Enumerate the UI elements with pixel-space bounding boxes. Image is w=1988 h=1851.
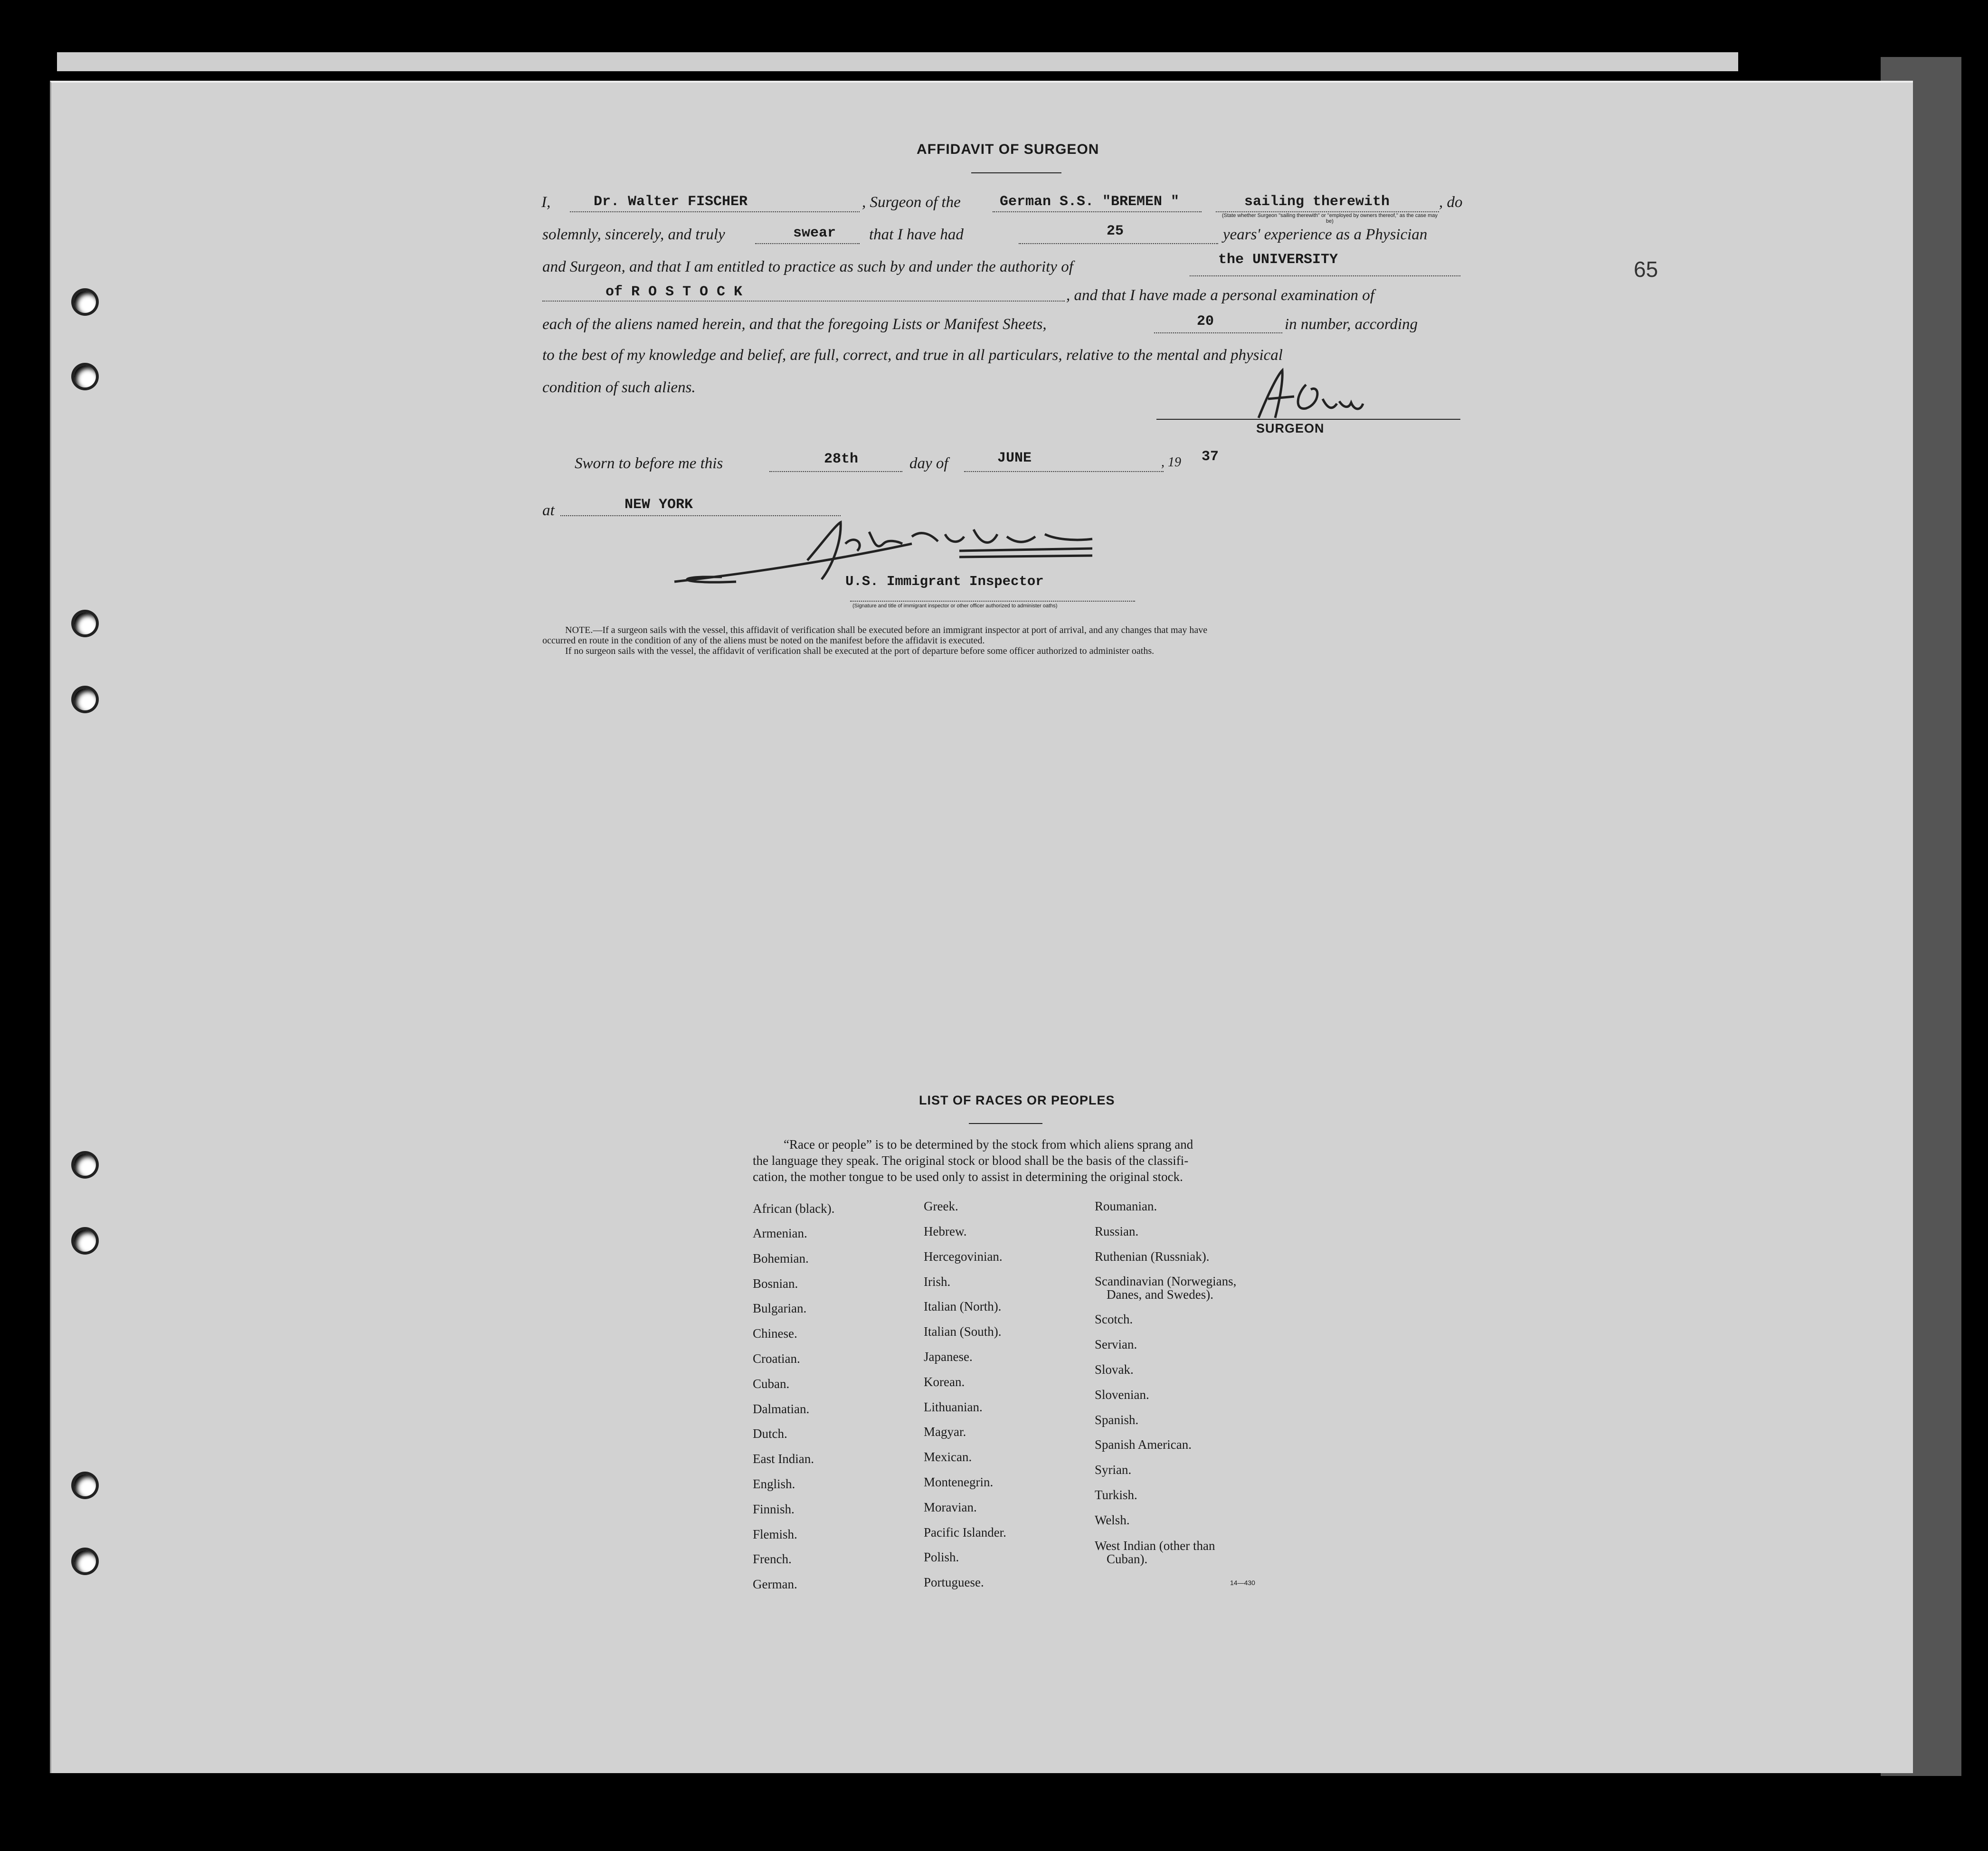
line7: condition of such aliens. [542,379,696,396]
race-item: Russian. [1095,1224,1139,1238]
vessel-name: German S.S. "BREMEN " [1000,194,1180,210]
line2-lead: solemnly, sincerely, and truly [542,226,725,243]
race-item: Pacific Islander. [924,1525,1006,1539]
inspector-fill-line [850,601,1135,602]
at-lead: at [542,502,555,519]
race-item: Scotch. [1095,1312,1133,1326]
sheets-fill-line [1154,332,1282,333]
inspector-title: U.S. Immigrant Inspector [845,574,1044,589]
back-sheet-edge [57,52,1738,71]
surgeon-name: Dr. Walter FISCHER [594,194,748,210]
status-note: (State whether Surgeon "sailing therewith" or "employed by owners thereof," as the case may be) [1221,213,1438,224]
note-line-2: occurred en route in the condition of any of the aliens must be noted on the manifest before the affidavit is executed. [542,635,985,646]
binder-hole [74,1230,96,1252]
line6: to the best of my knowledge and belief, are full, correct, and true in all particulars, relative to the mental and physical [542,347,1283,364]
race-item: Spanish. [1095,1413,1139,1427]
race-item: Syrian. [1095,1463,1132,1477]
race-item: Polish. [924,1550,959,1564]
race-item: Greek. [924,1199,958,1213]
race-item: Armenian. [753,1226,807,1240]
race-item: Spanish American. [1095,1437,1192,1452]
authority-fill-line [1190,275,1460,276]
race-item: Portuguese. [924,1575,984,1589]
race-item: Montenegrin. [924,1475,994,1489]
race-item: Magyar. [924,1425,966,1439]
authority-continued: of R O S T O C K [606,284,743,300]
oath-fill-line [755,243,860,244]
sworn-place: NEW YORK [625,497,693,513]
sworn-lead: Sworn to before me this [575,455,723,472]
line3-lead: and Surgeon, and that I am entitled to practice as such by and under the authority of [542,258,1073,275]
sworn-year: 37 [1202,449,1219,465]
race-item: German. [753,1577,797,1591]
sworn-day: 28th [824,451,859,467]
race-item: Flemish. [753,1527,797,1541]
line1-lead: I, [541,194,551,211]
race-item: Scandinavian (Norwegians, [1095,1274,1237,1288]
inspector-note: (Signature and title of immigrant inspector or other officer authorized to administer oaths) [852,603,1058,609]
line1-tail: , do [1439,194,1463,211]
note-line-3: If no surgeon sails with the vessel, the affidavit of verification shall be executed at the port of departure before some officer authorized to administer oaths. [565,646,1155,656]
authority-cont-fill-line [542,301,1065,302]
race-item: French. [753,1552,792,1566]
race-item: Hebrew. [924,1224,967,1238]
race-item: Japanese. [924,1350,973,1364]
race-item: Croatian. [753,1351,800,1366]
race-item: Irish. [924,1275,951,1289]
binder-hole [74,1474,96,1496]
race-item: African (black). [753,1201,835,1216]
race-item: Dutch. [753,1426,787,1441]
races-intro-1: “Race or people” is to be determined by the stock from which aliens sprang and [784,1137,1193,1152]
race-item: Bohemian. [753,1251,809,1265]
races-title-rule [969,1123,1042,1124]
race-item: Slovenian. [1095,1388,1149,1402]
races-intro-3: cation, the mother tongue to be used only to assist in determining the original stock. [753,1170,1183,1184]
line1-mid: , Surgeon of the [862,194,961,211]
race-item: Dalmatian. [753,1402,810,1416]
race-item: Danes, and Swedes). [1107,1287,1213,1302]
race-item: English. [753,1477,795,1491]
oath-type: swear [793,225,836,241]
binder-hole [74,613,96,634]
sworn-mid: day of [909,455,948,472]
race-item: Roumanian. [1095,1199,1157,1213]
surgeon-status: sailing therewith [1244,194,1390,210]
surgeon-label: SURGEON [1256,421,1325,435]
years-fill-line [1019,243,1218,244]
race-item: Welsh. [1095,1513,1130,1527]
note-line-1: NOTE.—If a surgeon sails with the vessel, this affidavit of verification shall be executed before an immigrant inspector at port of arrival, and any changes that may have [565,625,1208,635]
line2-mid: that I have had [869,226,964,243]
race-item: Hercegovinian. [924,1249,1003,1264]
race-item: Cuban. [753,1377,790,1391]
race-item: Finnish. [753,1502,795,1516]
race-item: Italian (South). [924,1324,1002,1339]
races-intro-2: the language they speak. The original stock or blood shall be the basis of the classifi- [753,1153,1189,1168]
race-item: West Indian (other than [1095,1539,1215,1553]
race-item: Italian (North). [924,1299,1002,1313]
race-item: Korean. [924,1375,965,1389]
race-item: Lithuanian. [924,1400,983,1414]
line2-tail: years' experience as a Physician [1223,226,1428,243]
race-item: East Indian. [753,1452,814,1466]
race-item: Bulgarian. [753,1301,807,1315]
document-page [50,81,1913,1773]
race-item: Moravian. [924,1500,977,1514]
binder-hole [74,291,96,313]
line5-lead: each of the aliens named herein, and that the foregoing Lists or Manifest Sheets, [542,316,1047,333]
line4-tail: , and that I have made a personal examination of [1066,287,1374,304]
month-fill-line [964,471,1164,472]
binder-hole [74,366,96,387]
surgeon-signature-line [1156,419,1460,420]
surgeon-signature [1249,366,1420,423]
race-item: Mexican. [924,1450,972,1464]
day-fill-line [769,471,902,472]
vessel-fill-line [993,211,1202,212]
line5-tail: in number, according [1285,316,1418,333]
sheets-count: 20 [1197,313,1214,330]
race-item: Turkish. [1095,1488,1137,1502]
race-item: Chinese. [753,1326,797,1341]
binder-hole [74,1550,96,1572]
authority: the UNIVERSITY [1218,252,1338,268]
form-number: 14—430 [1230,1579,1255,1587]
sworn-month: JUNE [997,450,1032,466]
affidavit-title: AFFIDAVIT OF SURGEON [917,142,1099,157]
sworn-year-prefix: , 19 [1161,455,1181,470]
races-title: LIST OF RACES OR PEOPLES [919,1093,1115,1107]
race-item: Servian. [1095,1337,1137,1351]
race-item: Cuban). [1107,1552,1148,1566]
binder-hole [74,1154,96,1176]
status-fill-line [1216,211,1439,212]
page-number: 65 [1634,257,1658,282]
years-experience: 25 [1107,223,1124,239]
binder-hole [74,689,96,710]
title-rule [971,172,1061,173]
race-item: Slovak. [1095,1362,1134,1377]
race-item: Bosnian. [753,1276,798,1291]
race-item: Ruthenian (Russniak). [1095,1249,1210,1264]
name-fill-line [570,211,860,212]
